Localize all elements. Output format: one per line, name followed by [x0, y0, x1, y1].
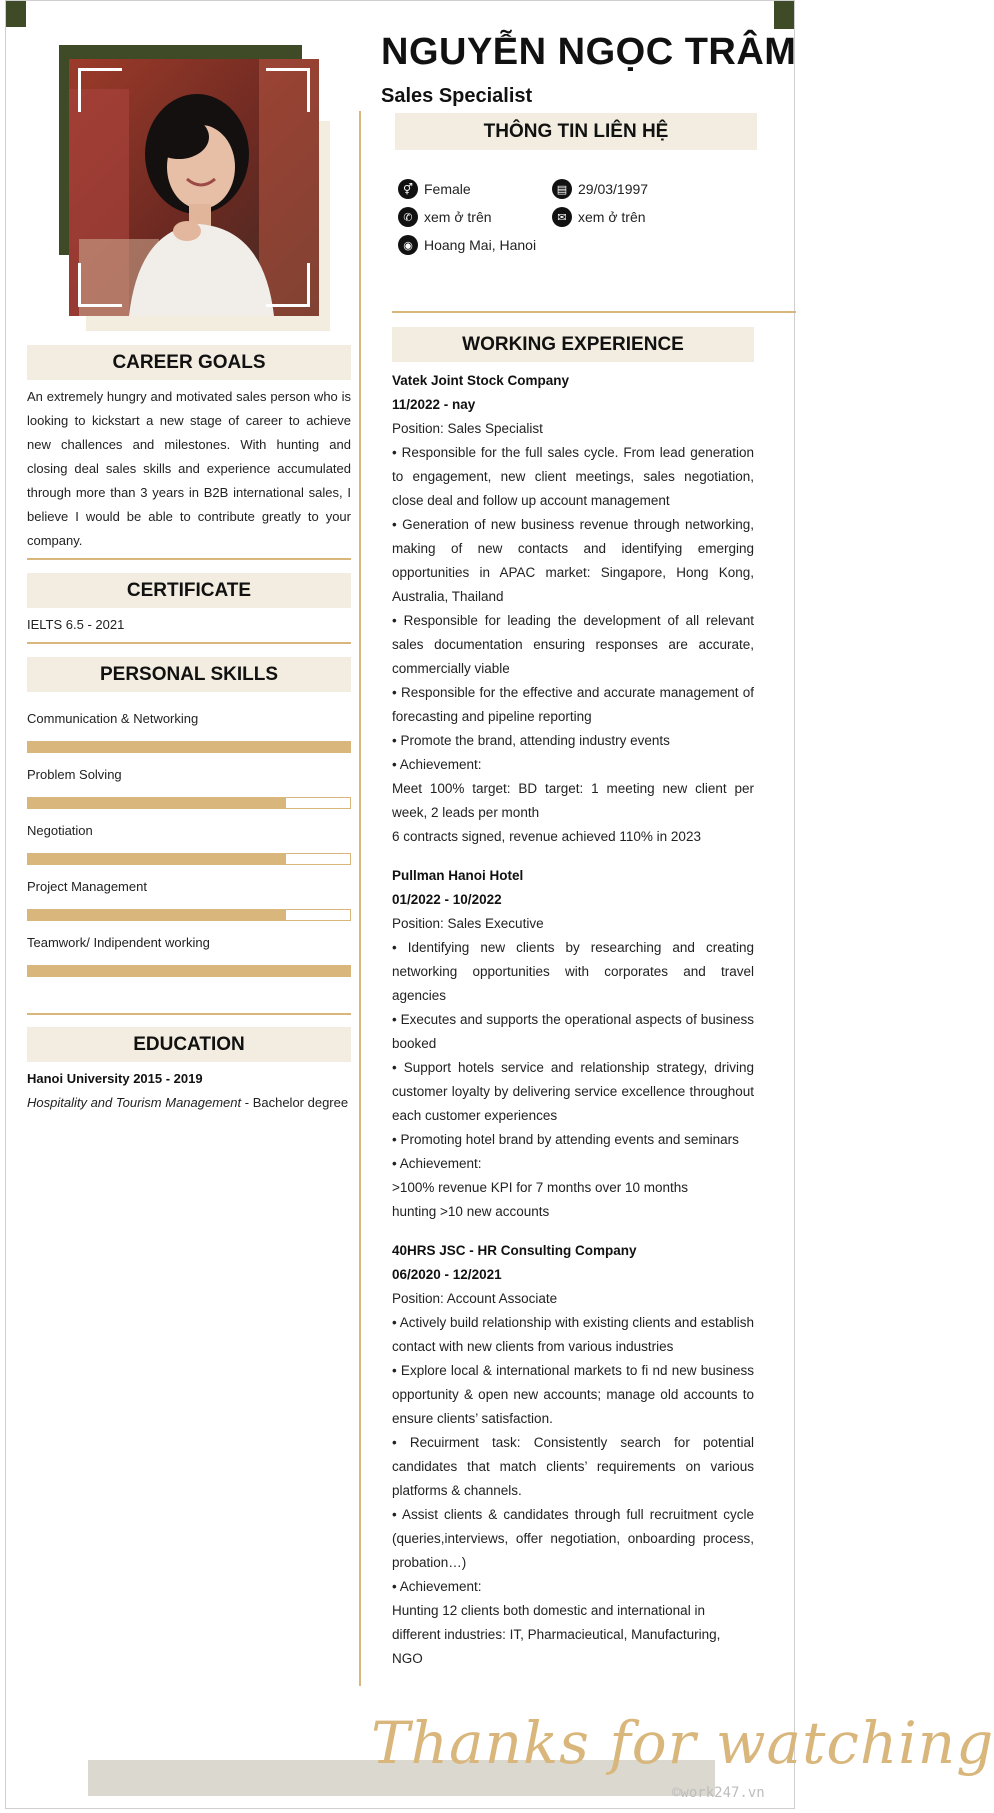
- job-entry: [392, 864, 754, 1224]
- contact-gender-value: Female: [424, 181, 471, 197]
- job-company: 40HRS JSC - HR Consulting Company: [392, 1243, 637, 1258]
- skill-label: Communication & Networking: [27, 711, 199, 726]
- experience-heading: WORKING EXPERIENCE: [392, 327, 754, 362]
- photo-bracket: [78, 263, 122, 307]
- column-divider: [359, 111, 361, 1686]
- divider: [392, 311, 796, 313]
- skill-bar: [27, 965, 351, 977]
- job-position: Position: Sales Executive: [392, 916, 544, 931]
- contact-gender: [398, 179, 471, 199]
- career-goals-text: An extremely hungry and motivated sales person who is looking to kickstart a new stage of career to achieve new challences and milestones. With hunting and closing deal sales skills and experience accumulated through more than 3 years in B2B international sales, I believe I would be able to contribute greatly to your company.: [27, 389, 351, 548]
- thanks-for-watching: Thanks for watching: [371, 1709, 994, 1777]
- job-company: Pullman Hanoi Hotel: [392, 868, 524, 883]
- experience-list: [392, 369, 754, 1686]
- job-line: • Responsible for the effective and accurate management of forecasting and pipeline reporting: [392, 685, 754, 724]
- education-major: Hospitality and Tourism Management: [27, 1095, 242, 1110]
- profile-photo: [69, 59, 319, 316]
- divider: [27, 1013, 351, 1015]
- career-goals-heading: CAREER GOALS: [27, 345, 351, 380]
- job-entry: [392, 369, 754, 849]
- job-position: Position: Account Associate: [392, 1291, 558, 1306]
- job-entry: [392, 1239, 754, 1671]
- skill-bar-fill: [28, 798, 286, 808]
- job-line: • Executes and supports the operational aspects of business booked: [392, 1012, 754, 1051]
- job-line: • Actively build relationship with existing clients and establish contact with new clients from various industries: [392, 1315, 754, 1354]
- skill-bar-fill: [28, 854, 286, 864]
- job-line: • Explore local & international markets to fi nd new business opportunity & open new accounts; manage old accounts to ensure clients’ satisfaction.: [392, 1363, 754, 1426]
- contact-email-value: xem ở trên: [578, 209, 646, 225]
- contact-birthday-value: 29/03/1997: [578, 181, 649, 197]
- personal-skills-heading: PERSONAL SKILLS: [27, 657, 351, 692]
- skill-label: Negotiation: [27, 823, 93, 838]
- corner-decoration-right: [774, 1, 794, 29]
- skill-bar: [27, 853, 351, 865]
- location-icon: ◉: [398, 235, 418, 255]
- candidate-title: Sales Specialist: [381, 85, 533, 107]
- certificate-text: IELTS 6.5 - 2021: [27, 617, 125, 632]
- job-line: Meet 100% target: BD target: 1 meeting new client per week, 2 leads per month: [392, 781, 754, 820]
- job-line: • Achievement:: [392, 1579, 482, 1594]
- skill-label: Problem Solving: [27, 767, 122, 782]
- job-line: hunting >10 new accounts: [392, 1204, 550, 1219]
- job-dates: 11/2022 - nay: [392, 397, 476, 412]
- job-line: 6 contracts signed, revenue achieved 110% in 2023: [392, 829, 701, 844]
- certificate-heading: CERTIFICATE: [27, 573, 351, 608]
- candidate-name: NGUYỄN NGỌC TRÂM: [381, 31, 797, 73]
- job-line: • Achievement:: [392, 1156, 482, 1171]
- job-line: >100% revenue KPI for 7 months over 10 months: [392, 1180, 689, 1195]
- skill-bar: [27, 741, 351, 753]
- contact-address-value: Hoang Mai, Hanoi: [424, 237, 537, 253]
- job-line: Hunting 12 clients both domestic and international in different industries: IT, Pharmacieutical, Manufacturing, NGO: [392, 1603, 721, 1666]
- skill-label: Project Management: [27, 879, 147, 894]
- education-school: Hanoi University 2015 - 2019: [27, 1071, 203, 1086]
- job-dates: 01/2022 - 10/2022: [392, 892, 502, 907]
- education-heading: EDUCATION: [27, 1027, 351, 1062]
- job-line: • Identifying new clients by researching and creating networking opportunities with corporates and travel agencies: [392, 940, 754, 1003]
- job-line: • Responsible for leading the development of all relevant sales documentation ensuring responses are accurate, commercially viable: [392, 613, 754, 676]
- job-line: • Support hotels service and relationship strategy, driving customer loyalty by delivering service excellence throughout each customer experiences: [392, 1060, 754, 1123]
- birthday-cake-icon: ▤: [552, 179, 572, 199]
- corner-decoration-left: [6, 1, 26, 27]
- job-company: Vatek Joint Stock Company: [392, 373, 570, 388]
- skill-bar-fill: [28, 966, 350, 976]
- job-position: Position: Sales Specialist: [392, 421, 543, 436]
- job-line: • Generation of new business revenue through networking, making of new contacts and identifying emerging opportunities in APAC market: Singapore, Hong Kong, Australia, Thailand: [392, 517, 754, 604]
- contact-email: [552, 207, 646, 227]
- watermark: ©work247.vn: [672, 1785, 765, 1801]
- skill-bar-fill: [28, 910, 286, 920]
- job-line: • Promote the brand, attending industry events: [392, 733, 670, 748]
- job-line: • Recuirment task: Consistently search for potential candidates that match clients’ requirements on various platforms & channels.: [392, 1435, 754, 1498]
- email-icon: ✉: [552, 207, 572, 227]
- education-degree-line: [27, 1091, 351, 1115]
- job-line: • Responsible for the full sales cycle. From lead generation to engagement, new client meetings, sales negotiation, close deal and follow up account management: [392, 445, 754, 508]
- contact-birthday: [552, 179, 648, 199]
- job-dates: 06/2020 - 12/2021: [392, 1267, 502, 1282]
- education-degree: - Bachelor degree: [241, 1095, 349, 1110]
- skill-bar-fill: [28, 742, 350, 752]
- photo-bracket: [78, 68, 122, 112]
- gender-icon: ⚥: [398, 179, 418, 199]
- divider: [27, 642, 351, 644]
- contact-phone: [398, 207, 492, 227]
- skill-bar: [27, 797, 351, 809]
- job-line: • Achievement:: [392, 757, 482, 772]
- skill-bar: [27, 909, 351, 921]
- contact-address: [398, 235, 536, 255]
- job-line: • Promoting hotel brand by attending events and seminars: [392, 1132, 739, 1147]
- photo-bracket: [266, 68, 310, 112]
- divider: [27, 558, 351, 560]
- contact-phone-value: xem ở trên: [424, 209, 492, 225]
- resume-page: [5, 0, 994, 1809]
- education-block: [27, 1067, 351, 1115]
- photo-bracket: [266, 263, 310, 307]
- skill-label: Teamwork/ Indipendent working: [27, 935, 210, 950]
- job-line: • Assist clients & candidates through full recruitment cycle (queries,interviews, offer negotiation, onboarding process, probation…): [392, 1507, 754, 1570]
- contact-heading: THÔNG TIN LIÊN HỆ: [395, 113, 757, 150]
- phone-icon: ✆: [398, 207, 418, 227]
